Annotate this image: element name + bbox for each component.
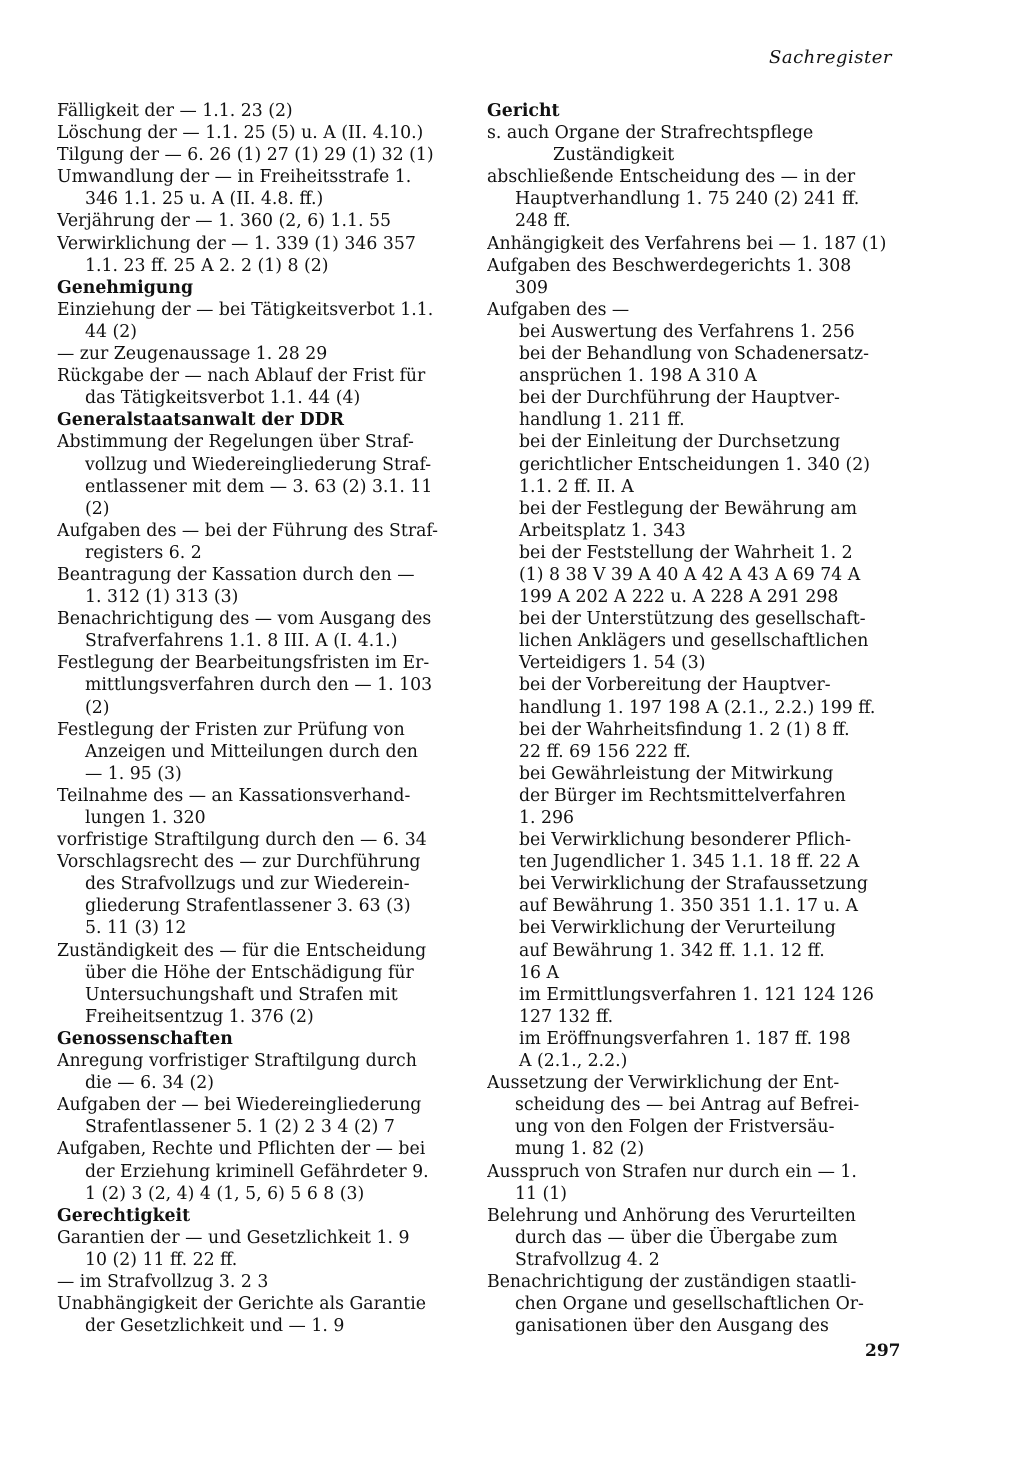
index-subentry: handlung 1. 197 198 A (2.1., 2.2.) 199 ff. xyxy=(519,697,876,718)
index-subentry: Arbeitsplatz 1. 343 xyxy=(519,520,686,541)
index-entry: Unabhängigkeit der Gerichte als Garantie xyxy=(57,1294,426,1315)
index-entry: Benachrichtigung der zuständigen staatli- xyxy=(487,1271,857,1292)
page-number: 297 xyxy=(865,1341,901,1361)
index-entry: Belehrung und Anhörung des Verurteilten xyxy=(487,1205,856,1226)
index-entry: Rückgabe der — nach Ablauf der Frist für xyxy=(57,366,426,387)
index-heading: Genossenschaften xyxy=(57,1028,233,1049)
index-subentry: bei der Einleitung der Durchsetzung xyxy=(519,432,841,453)
index-subentry: im Eröffnungsverfahren 1. 187 ff. 198 xyxy=(519,1028,851,1049)
index-entry-continuation: durch das — über die Übergabe zum xyxy=(515,1227,838,1248)
index-entry-continuation: scheidung des — bei Antrag auf Befrei- xyxy=(515,1095,860,1116)
index-entry: Aufgaben des — xyxy=(487,299,630,320)
index-entry-continuation: chen Organe und gesellschaftlichen Or- xyxy=(515,1294,864,1315)
index-subentry: bei der Feststellung der Wahrheit 1. 2 xyxy=(519,542,853,563)
index-entry: Verwirklichung der — 1. 339 (1) 346 357 xyxy=(57,233,416,254)
index-entry: Umwandlung der — in Freiheitsstrafe 1. xyxy=(57,167,412,188)
index-entry-continuation: — 1. 95 (3) xyxy=(85,763,182,784)
index-entry-continuation: 1. 312 (1) 313 (3) xyxy=(85,587,239,608)
index-entry-continuation: Strafvollzug 4. 2 xyxy=(515,1249,660,1270)
index-heading: Generalstaatsanwalt der DDR xyxy=(57,410,344,431)
index-entry-continuation: (2) xyxy=(85,697,110,718)
index-entry-continuation: Hauptverhandlung 1. 75 240 (2) 241 ff. xyxy=(515,189,860,210)
index-entry-continuation: Strafentlassener 5. 1 (2) 2 3 4 (2) 7 xyxy=(85,1117,395,1138)
index-entry: Ausspruch von Strafen nur durch ein — 1. xyxy=(487,1161,857,1182)
index-entry-continuation: 1.1. 23 ff. 25 A 2. 2 (1) 8 (2) xyxy=(85,255,329,276)
index-entry-continuation: ganisationen über den Ausgang des xyxy=(515,1316,829,1337)
section-title: Sachregister xyxy=(769,47,892,68)
index-entry: Anregung vorfristiger Straftilgung durch xyxy=(57,1051,417,1072)
index-entry-continuation: des Strafvollzugs und zur Wiederein- xyxy=(85,874,410,895)
index-subentry: handlung 1. 211 ff. xyxy=(519,410,685,431)
index-entry: Abstimmung der Regelungen über Straf- xyxy=(57,432,414,453)
index-entry: Zuständigkeit des — für die Entscheidung xyxy=(57,940,427,961)
index-heading: Gerechtigkeit xyxy=(57,1205,191,1226)
index-subentry: bei der Behandlung von Schadenersatz- xyxy=(519,344,869,365)
index-entry: vorfristige Straftilgung durch den — 6. 34 xyxy=(57,830,427,851)
index-heading: Gericht xyxy=(487,101,560,121)
index-entry: — im Strafvollzug 3. 2 3 xyxy=(57,1271,269,1292)
index-entry: Benachrichtigung des — vom Ausgang des xyxy=(57,609,432,630)
index-entry: Teilnahme des — an Kassationsverhand- xyxy=(57,785,411,806)
index-entry: Aufgaben des Beschwerdegerichts 1. 308 xyxy=(487,255,852,276)
index-entry-continuation: Strafverfahrens 1.1. 8 III. A (I. 4.1.) xyxy=(85,631,398,652)
index-entry-continuation: der Gesetzlichkeit und — 1. 9 xyxy=(85,1316,345,1337)
index-entry: Tilgung der — 6. 26 (1) 27 (1) 29 (1) 32 (1) xyxy=(57,145,434,166)
index-subentry: 199 A 202 A 222 u. A 228 A 291 298 xyxy=(519,587,839,608)
index-entry-continuation: ung von den Folgen der Fristversäu- xyxy=(515,1117,835,1138)
index-column-right xyxy=(487,100,907,1337)
index-entry: Aufgaben, Rechte und Pflichten der — bei xyxy=(57,1139,426,1160)
index-entry-continuation: 248 ff. xyxy=(515,211,571,232)
index-subentry: bei Verwirklichung der Verurteilung xyxy=(519,918,836,939)
index-entry: s. auch Organe der Strafrechtspflege xyxy=(487,123,814,144)
index-subentry: der Bürger im Rechtsmittelverfahren xyxy=(519,785,846,806)
index-entry-continuation: registers 6. 2 xyxy=(85,542,202,563)
index-entry: Fälligkeit der — 1.1. 23 (2) xyxy=(57,101,293,121)
index-subentry: bei der Durchführung der Hauptver- xyxy=(519,388,840,409)
index-column-left xyxy=(57,100,465,1337)
index-subentry: 16 A xyxy=(519,962,559,983)
index-entry: Aufgaben der — bei Wiedereingliederung xyxy=(57,1095,422,1116)
index-entry-continuation: der Erziehung kriminell Gefährdeter 9. xyxy=(85,1161,429,1182)
index-entry: Festlegung der Fristen zur Prüfung von xyxy=(57,719,405,740)
index-entry: Anhängigkeit des Verfahrens bei — 1. 187 (1) xyxy=(487,233,887,254)
index-subentry: bei der Unterstützung des gesellschaft- xyxy=(519,609,866,630)
index-entry-continuation: das Tätigkeitsverbot 1.1. 44 (4) xyxy=(85,388,361,409)
index-entry-continuation: 1 (2) 3 (2, 4) 4 (1, 5, 6) 5 6 8 (3) xyxy=(85,1183,365,1204)
index-subentry: gerichtlicher Entscheidungen 1. 340 (2) xyxy=(519,454,870,475)
index-entry-continuation: 11 (1) xyxy=(515,1183,567,1204)
index-entry: Verjährung der — 1. 360 (2, 6) 1.1. 55 xyxy=(57,211,391,232)
index-entry: abschließende Entscheidung des — in der xyxy=(487,167,856,188)
index-entry: Garantien der — und Gesetzlichkeit 1. 9 xyxy=(57,1227,410,1248)
index-entry-continuation: 5. 11 (3) 12 xyxy=(85,918,187,939)
index-subentry: auf Bewährung 1. 350 351 1.1. 17 u. A xyxy=(519,896,859,917)
index-entry-continuation: 309 xyxy=(515,277,548,298)
index-entry-continuation: gliederung Strafentlassener 3. 63 (3) xyxy=(85,896,411,917)
index-entry-continuation: Anzeigen und Mitteilungen durch den xyxy=(85,741,418,762)
index-subentry: 1. 296 xyxy=(519,808,574,828)
index-entry-continuation: (2) xyxy=(85,498,110,519)
index-entry-continuation: Untersuchungshaft und Strafen mit xyxy=(85,984,398,1005)
index-cross-reference: Zuständigkeit xyxy=(553,145,675,166)
index-subentry: ten Jugendlicher 1. 345 1.1. 18 ff. 22 A xyxy=(519,852,860,873)
index-subentry: bei der Vorbereitung der Hauptver- xyxy=(519,675,831,696)
index-entry-continuation: Freiheitsentzug 1. 376 (2) xyxy=(85,1006,314,1027)
index-subentry: 127 132 ff. xyxy=(519,1006,614,1027)
index-subentry: bei Auswertung des Verfahrens 1. 256 xyxy=(519,321,855,342)
index-entry: Festlegung der Bearbeitungsfristen im Er- xyxy=(57,653,430,674)
index-subentry: (1) 8 38 V 39 A 40 A 42 A 43 A 69 74 A xyxy=(519,564,861,585)
index-subentry: bei der Wahrheitsfindung 1. 2 (1) 8 ff. xyxy=(519,719,850,740)
index-subentry: 22 ff. 69 156 222 ff. xyxy=(519,741,691,762)
index-entry: Beantragung der Kassation durch den — xyxy=(57,564,415,585)
index-subentry: ansprüchen 1. 198 A 310 A xyxy=(519,366,757,387)
index-subentry: A (2.1., 2.2.) xyxy=(519,1051,628,1072)
index-entry-continuation: entlassener mit dem — 3. 63 (2) 3.1. 11 xyxy=(85,476,433,497)
index-entry: Vorschlagsrecht des — zur Durchführung xyxy=(57,852,421,873)
index-entry-continuation: 346 1.1. 25 u. A (II. 4.8. ff.) xyxy=(85,189,324,210)
index-subentry: auf Bewährung 1. 342 ff. 1.1. 12 ff. xyxy=(519,940,825,961)
index-entry-continuation: über die Höhe der Entschädigung für xyxy=(85,962,414,983)
index-entry: Löschung der — 1.1. 25 (5) u. A (II. 4.10.) xyxy=(57,123,424,144)
index-subentry: Verteidigers 1. 54 (3) xyxy=(519,653,706,674)
index-subentry: bei Verwirklichung besonderer Pflich- xyxy=(519,830,851,851)
index-entry: Aufgaben des — bei der Führung des Straf- xyxy=(57,520,439,541)
index-subentry: lichen Anklägers und gesellschaftlichen xyxy=(519,631,869,652)
index-entry: — zur Zeugenaussage 1. 28 29 xyxy=(57,344,328,365)
index-subentry: im Ermittlungsverfahren 1. 121 124 126 xyxy=(519,984,874,1005)
index-entry-continuation: mittlungsverfahren durch den — 1. 103 xyxy=(85,675,433,696)
index-entry: Aussetzung der Verwirklichung der Ent- xyxy=(487,1073,840,1094)
index-entry-continuation: mung 1. 82 (2) xyxy=(515,1139,645,1160)
index-entry-continuation: lungen 1. 320 xyxy=(85,808,206,828)
index-entry: Einziehung der — bei Tätigkeitsverbot 1.1. xyxy=(57,299,434,320)
index-entry-continuation: vollzug und Wiedereingliederung Straf- xyxy=(85,454,432,475)
index-heading: Genehmigung xyxy=(57,277,194,298)
index-subentry: 1.1. 2 ff. II. A xyxy=(519,476,634,497)
index-entry-continuation: 10 (2) 11 ff. 22 ff. xyxy=(85,1249,238,1270)
index-subentry: bei Verwirklichung der Strafaussetzung xyxy=(519,874,868,895)
index-subentry: bei der Festlegung der Bewährung am xyxy=(519,498,858,519)
index-subentry: bei Gewährleistung der Mitwirkung xyxy=(519,763,834,784)
index-entry-continuation: die — 6. 34 (2) xyxy=(85,1073,215,1094)
index-entry-continuation: 44 (2) xyxy=(85,321,137,342)
